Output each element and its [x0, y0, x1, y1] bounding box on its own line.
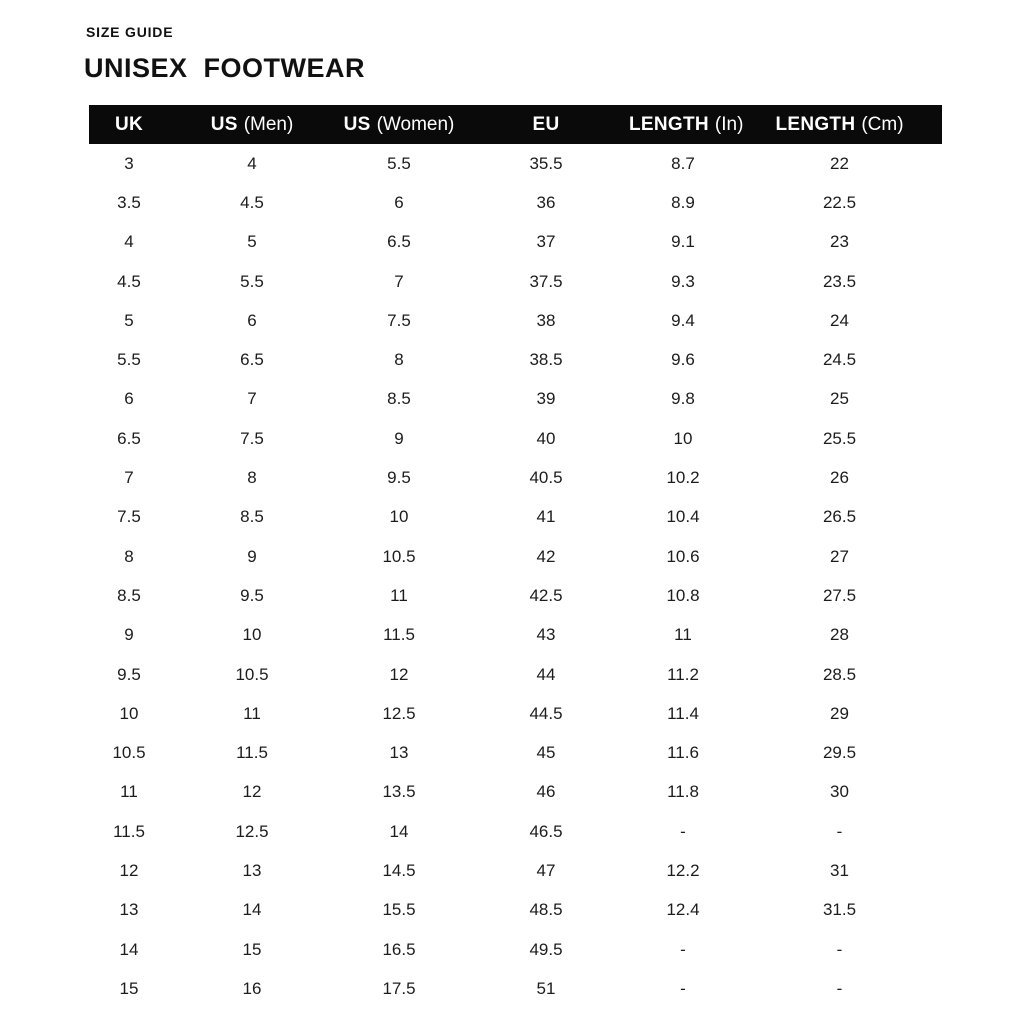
table-cell: 6 — [335, 183, 463, 222]
table-cell: - — [629, 812, 737, 851]
table-cell: 8.5 — [89, 576, 169, 615]
table-row — [89, 380, 942, 419]
table-cell: - — [629, 930, 737, 969]
table-row — [89, 458, 942, 497]
table-cell: 6.5 — [335, 223, 463, 262]
column-label-light: (Men) — [243, 113, 294, 135]
table-cell: 8 — [335, 340, 463, 379]
table-row — [89, 969, 942, 1008]
column-label-strong: LENGTH — [629, 113, 709, 135]
table-cell: 28 — [737, 616, 942, 655]
table-cell: 42.5 — [463, 576, 629, 615]
table-row — [89, 340, 942, 379]
table-row — [89, 183, 942, 222]
table-cell: 17.5 — [335, 969, 463, 1008]
table-cell: 14 — [169, 891, 335, 930]
table-cell: 14.5 — [335, 851, 463, 890]
table-cell: 46 — [463, 773, 629, 812]
table-cell: 9.3 — [629, 262, 737, 301]
column-header-uk — [89, 105, 169, 144]
table-cell: 6.5 — [169, 340, 335, 379]
table-cell: 12 — [89, 851, 169, 890]
table-cell: 27 — [737, 537, 942, 576]
table-cell: 11 — [169, 694, 335, 733]
table-cell: 11 — [89, 773, 169, 812]
table-row — [89, 419, 942, 458]
table-cell: 10.2 — [629, 458, 737, 497]
page-title: UNISEX FOOTWEAR — [84, 53, 366, 83]
column-label-strong: UK — [114, 113, 144, 135]
table-cell: 16.5 — [335, 930, 463, 969]
table-cell: 13 — [89, 891, 169, 930]
table-cell: 44 — [463, 655, 629, 694]
table-cell: 23 — [737, 223, 942, 262]
column-header-length-in — [629, 105, 744, 144]
table-cell: 37 — [463, 223, 629, 262]
table-cell: 28.5 — [737, 655, 942, 694]
table-cell: 8 — [89, 537, 169, 576]
column-label-light: (In) — [714, 113, 744, 135]
table-cell: 16 — [169, 969, 335, 1008]
table-cell: 9.5 — [335, 458, 463, 497]
table-cell: 9.4 — [629, 301, 737, 340]
table-cell: 25 — [737, 380, 942, 419]
table-cell: 11.8 — [629, 773, 737, 812]
table-cell: 10.8 — [629, 576, 737, 615]
table-row — [89, 223, 942, 262]
table-cell: 8 — [169, 458, 335, 497]
table-cell: 7.5 — [169, 419, 335, 458]
table-cell: 12.4 — [629, 891, 737, 930]
table-cell: 14 — [335, 812, 463, 851]
column-header-us-men — [169, 105, 335, 144]
table-cell: 38 — [463, 301, 629, 340]
table-cell: 39 — [463, 380, 629, 419]
table-cell: 8.9 — [629, 183, 737, 222]
table-cell: - — [629, 969, 737, 1008]
table-cell: 10.5 — [169, 655, 335, 694]
table-row — [89, 537, 942, 576]
table-cell: 10 — [169, 616, 335, 655]
table-cell: 26.5 — [737, 498, 942, 537]
table-cell: 7.5 — [89, 498, 169, 537]
table-cell: 31 — [737, 851, 942, 890]
table-cell: 13.5 — [335, 773, 463, 812]
table-cell: 12 — [169, 773, 335, 812]
table-cell: 35.5 — [463, 144, 629, 183]
table-header-row — [89, 105, 942, 144]
table-cell: 8.5 — [169, 498, 335, 537]
table-cell: 26 — [737, 458, 942, 497]
size-table — [89, 105, 942, 1009]
table-cell: 12 — [335, 655, 463, 694]
table-cell: 47 — [463, 851, 629, 890]
size-guide-label: SIZE GUIDE — [86, 24, 174, 40]
table-cell: - — [737, 812, 942, 851]
table-cell: 44.5 — [463, 694, 629, 733]
table-cell: 10.5 — [89, 733, 169, 772]
table-row — [89, 733, 942, 772]
table-cell: 9 — [89, 616, 169, 655]
table-cell: 13 — [335, 733, 463, 772]
table-cell: 48.5 — [463, 891, 629, 930]
table-cell: 8.5 — [335, 380, 463, 419]
table-cell: 9.5 — [89, 655, 169, 694]
table-cell: 11.5 — [169, 733, 335, 772]
column-header-length-cm — [737, 105, 942, 144]
table-cell: 11.6 — [629, 733, 737, 772]
table-row — [89, 930, 942, 969]
table-cell: 9 — [169, 537, 335, 576]
table-row — [89, 773, 942, 812]
table-cell: 45 — [463, 733, 629, 772]
table-row — [89, 498, 942, 537]
table-row — [89, 694, 942, 733]
table-cell: 10 — [89, 694, 169, 733]
table-cell: 25.5 — [737, 419, 942, 458]
table-cell: 24 — [737, 301, 942, 340]
table-cell: - — [737, 969, 942, 1008]
column-header-eu — [463, 105, 629, 144]
table-cell: 7.5 — [335, 301, 463, 340]
table-cell: 12.5 — [335, 694, 463, 733]
table-cell: 27.5 — [737, 576, 942, 615]
table-cell: 4 — [169, 144, 335, 183]
table-cell: 3.5 — [89, 183, 169, 222]
table-cell: 40.5 — [463, 458, 629, 497]
table-cell: 23.5 — [737, 262, 942, 301]
table-cell: 40 — [463, 419, 629, 458]
column-label-strong: US — [343, 113, 371, 135]
table-cell: 42 — [463, 537, 629, 576]
table-cell: 41 — [463, 498, 629, 537]
table-cell: 9.6 — [629, 340, 737, 379]
table-cell: 43 — [463, 616, 629, 655]
table-row — [89, 655, 942, 694]
table-cell: 10.4 — [629, 498, 737, 537]
table-cell: 11 — [629, 616, 737, 655]
table-cell: 8.7 — [629, 144, 737, 183]
column-label-light: (Cm) — [861, 113, 904, 135]
table-row — [89, 851, 942, 890]
table-cell: 7 — [89, 458, 169, 497]
column-label-strong: EU — [532, 113, 560, 135]
table-cell: 14 — [89, 930, 169, 969]
table-cell: 7 — [335, 262, 463, 301]
table-row — [89, 576, 942, 615]
table-cell: 6 — [169, 301, 335, 340]
table-row — [89, 144, 942, 183]
table-cell: 12.2 — [629, 851, 737, 890]
table-cell: 4.5 — [169, 183, 335, 222]
table-cell: 9.8 — [629, 380, 737, 419]
table-cell: 13 — [169, 851, 335, 890]
table-cell: 7 — [169, 380, 335, 419]
table-cell: - — [737, 930, 942, 969]
table-cell: 10 — [629, 419, 737, 458]
table-cell: 6 — [89, 380, 169, 419]
column-header-us-women — [335, 105, 463, 144]
table-row — [89, 301, 942, 340]
table-cell: 5.5 — [169, 262, 335, 301]
table-cell: 29 — [737, 694, 942, 733]
table-cell: 11 — [335, 576, 463, 615]
table-cell: 37.5 — [463, 262, 629, 301]
table-row — [89, 262, 942, 301]
table-cell: 24.5 — [737, 340, 942, 379]
table-cell: 9.5 — [169, 576, 335, 615]
table-cell: 30 — [737, 773, 942, 812]
column-label-strong: LENGTH — [775, 113, 856, 135]
table-cell: 10.5 — [335, 537, 463, 576]
table-cell: 49.5 — [463, 930, 629, 969]
table-cell: 5 — [169, 223, 335, 262]
table-row — [89, 812, 942, 851]
column-label-light: (Women) — [376, 113, 455, 135]
table-cell: 15 — [169, 930, 335, 969]
table-cell: 10.6 — [629, 537, 737, 576]
table-cell: 11.2 — [629, 655, 737, 694]
table-body — [89, 144, 942, 1009]
table-cell: 11.5 — [89, 812, 169, 851]
table-cell: 36 — [463, 183, 629, 222]
table-cell: 15 — [89, 969, 169, 1008]
table-cell: 22.5 — [737, 183, 942, 222]
table-cell: 11.5 — [335, 616, 463, 655]
table-cell: 12.5 — [169, 812, 335, 851]
table-cell: 9.1 — [629, 223, 737, 262]
table-cell: 9 — [335, 419, 463, 458]
table-cell: 10 — [335, 498, 463, 537]
table-cell: 3 — [89, 144, 169, 183]
table-cell: 4.5 — [89, 262, 169, 301]
table-cell: 38.5 — [463, 340, 629, 379]
column-label-strong: US — [210, 113, 238, 135]
table-cell: 31.5 — [737, 891, 942, 930]
table-cell: 22 — [737, 144, 942, 183]
table-cell: 4 — [89, 223, 169, 262]
table-cell: 5.5 — [89, 340, 169, 379]
table-cell: 6.5 — [89, 419, 169, 458]
table-cell: 11.4 — [629, 694, 737, 733]
table-cell: 29.5 — [737, 733, 942, 772]
table-cell: 5.5 — [335, 144, 463, 183]
table-cell: 51 — [463, 969, 629, 1008]
table-cell: 15.5 — [335, 891, 463, 930]
table-cell: 5 — [89, 301, 169, 340]
table-row — [89, 891, 942, 930]
table-row — [89, 616, 942, 655]
table-cell: 46.5 — [463, 812, 629, 851]
